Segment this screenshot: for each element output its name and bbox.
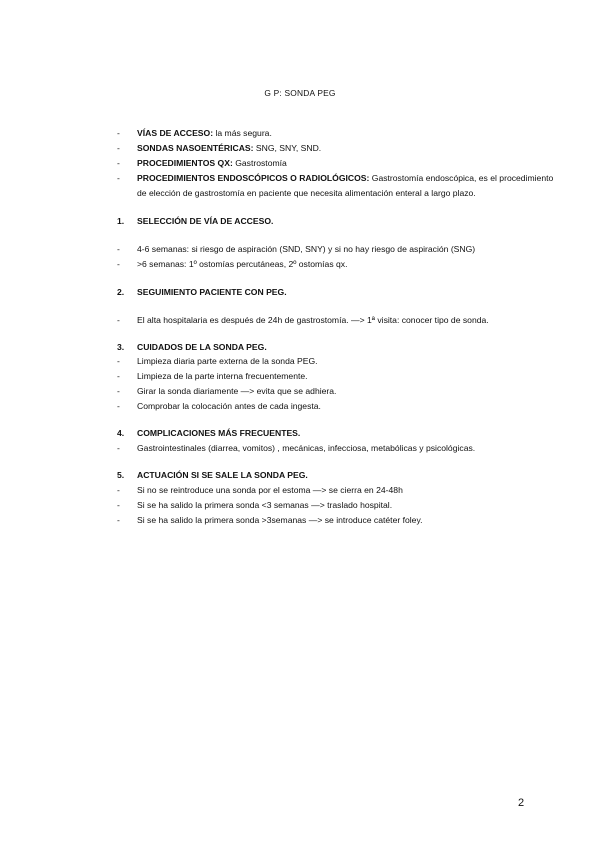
bullet-dash: - [117,158,120,168]
section-title: SEGUIMIENTO PACIENTE CON PEG. [137,287,287,297]
bullet-dash: - [117,128,120,138]
section-title: SELECCIÓN DE VÍA DE ACCESO. [137,216,274,226]
item-text: SNG, SNY, SND. [253,143,322,153]
item-text: la más segura. [213,128,272,138]
section-title: COMPLICACIONES MÁS FRECUENTES. [137,428,301,438]
bullet-dash: - [117,371,120,381]
section-number: 5. [117,470,125,480]
item-label: PROCEDIMIENTOS ENDOSCÓPICOS O RADIOLÓGICOS: [137,173,370,183]
item-label: PROCEDIMIENTOS QX: [137,158,233,168]
bullet-dash: - [117,386,120,396]
item-label: SONDAS NASOENTÉRICAS: [137,143,254,153]
bullet-dash: - [117,443,120,453]
section-number: 1. [117,216,125,226]
page-title: G P: SONDA PEG [264,88,336,98]
bullet-dash: - [117,315,120,325]
bullet-dash: - [117,515,120,525]
item-text: Gastrostomía endoscópica, es el procedimiento [369,173,554,183]
section-number: 3. [117,342,125,352]
item-text: Gastrostomía [232,158,287,168]
section-number: 4. [117,428,125,438]
bullet-dash: - [117,173,120,183]
bullet-dash: - [117,500,120,510]
bullet-dash: - [117,259,120,269]
bullet-dash: - [117,485,120,495]
item-label: VÍAS DE ACCESO: [137,128,214,138]
bullet-dash: - [117,244,120,254]
section-title: CUIDADOS DE LA SONDA PEG. [137,342,267,352]
bullet-dash: - [117,401,120,411]
section-title: ACTUACIÓN SI SE SALE LA SONDA PEG. [137,470,308,480]
page-number: 2 [518,797,525,809]
bullet-dash: - [117,356,120,366]
bullet-dash: - [117,143,120,153]
section-number: 2. [117,287,125,297]
